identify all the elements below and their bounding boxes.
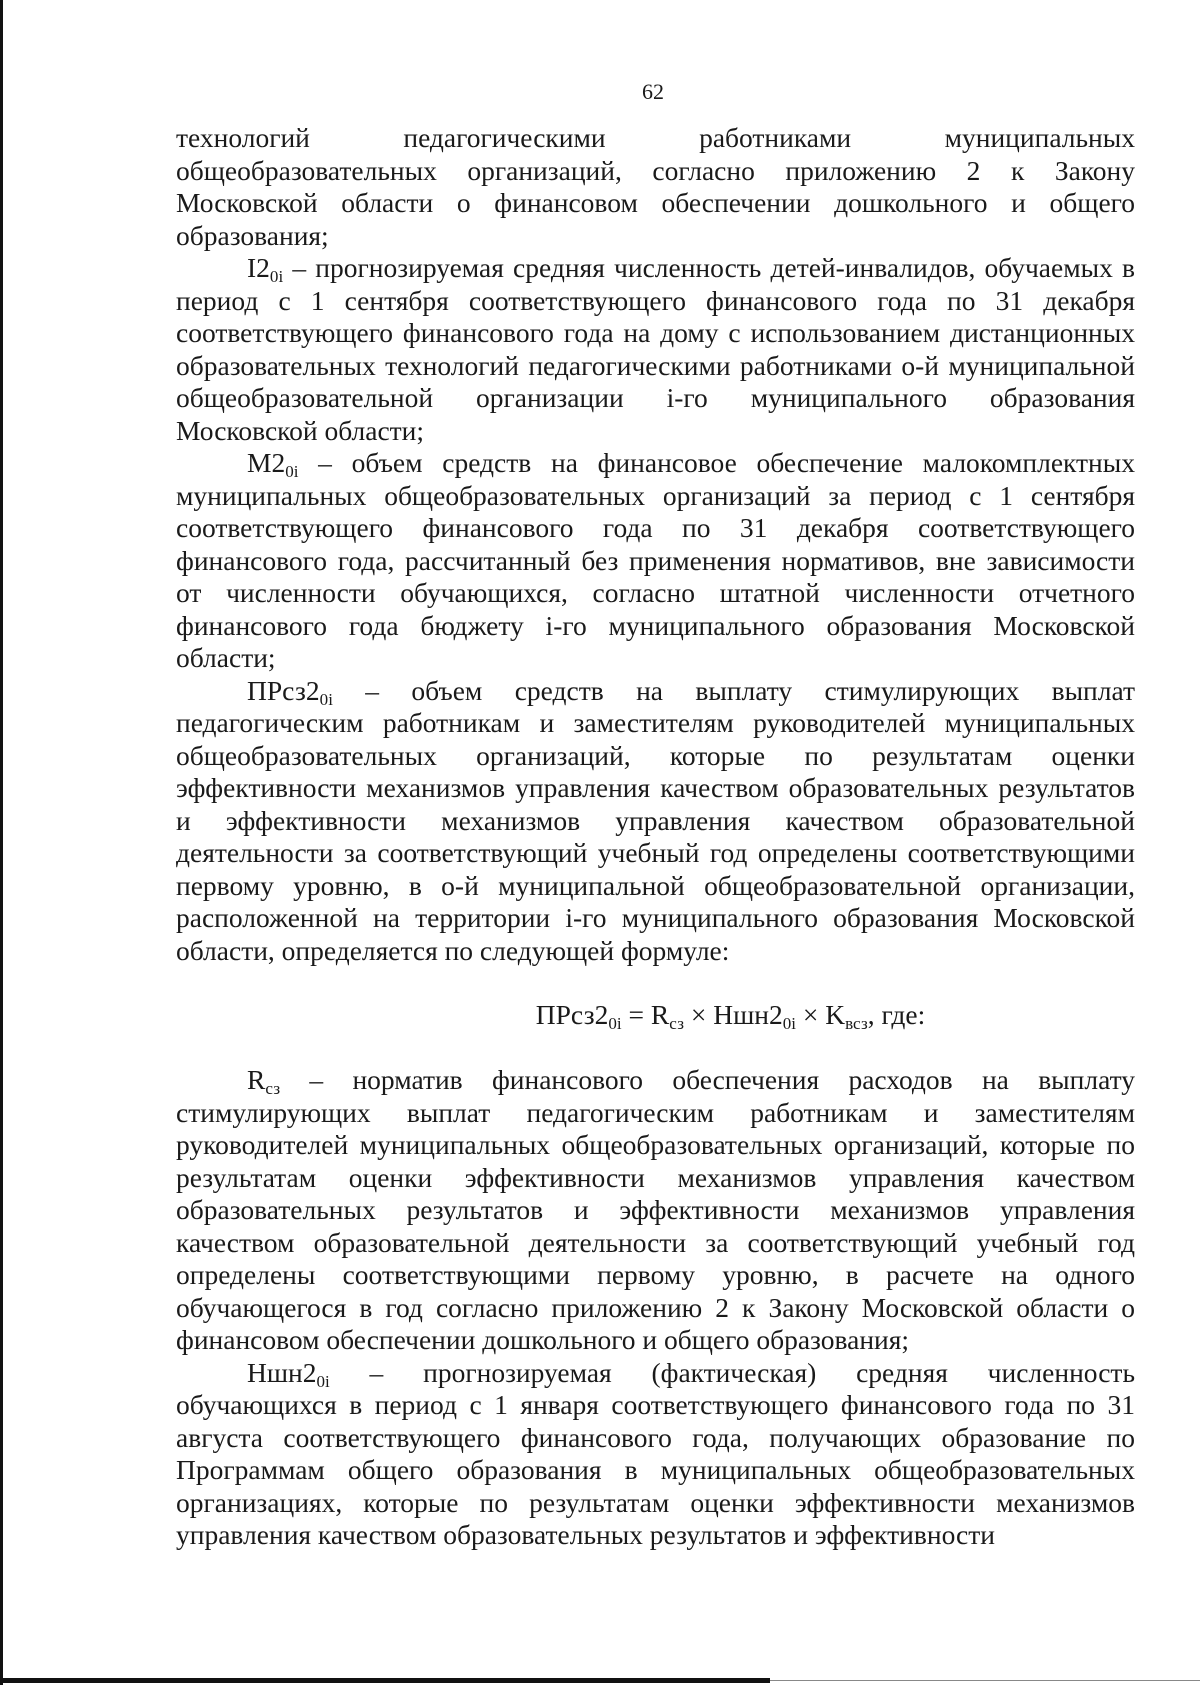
text-run: – прогнозируемая средняя численность детей-инвалидов, обучаемых в период с 1 сентября соответствующего финансового года по 31 декабря соответствующего финансового года на дому с использованием дистанционных образовательных технологий педагогическими работниками о-й муниципальной общеобразовательной организации i-го муниципального образования Московской области; [176, 252, 1135, 446]
text-run: ПРсз2 [247, 674, 320, 706]
text-run: технологий педагогическими работниками муниципальных общеобразовательных организаций, согласно приложению 2 к Закону Московской области о финансовом обеспечении дошкольного и общего образования; [176, 122, 1135, 251]
scan-left-edge [0, 0, 3, 1685]
subscript-index: 0i [316, 1371, 330, 1391]
paragraph [176, 122, 1135, 252]
text-run: × Ншн2 [683, 999, 783, 1030]
subscript-index: 0i [319, 689, 333, 709]
paragraph [176, 447, 1135, 675]
text-run: ПРсз2 [535, 999, 609, 1030]
subscript-index: 0i [782, 1014, 796, 1034]
text-run: Ншн2 [247, 1356, 317, 1388]
text-run: , где: [867, 999, 926, 1030]
paragraph [176, 1064, 1135, 1357]
text-run: – норматив финансового обеспечения расходов на выплату стимулирующих выплат педагогическим работникам и заместителям руководителей муниципальных общеобразовательных организаций, которые по результатам оценки эффективности механизмов управления качеством образовательных результатов и эффективности механизмов управления качеством образовательной деятельности за соответствующий учебный год определены соответствующими первому уровню, в расчете на одного обучающегося в год согласно приложению 2 к Закону Московской области о финансовом обеспечении дошкольного и общего образования; [176, 1064, 1135, 1355]
subscript-index: 0i [285, 462, 299, 482]
text-run: = R [621, 999, 670, 1030]
paragraph [176, 252, 1135, 447]
paragraph [176, 1357, 1135, 1552]
subscript-index: сз [669, 1014, 684, 1034]
subscript-index: 0i [608, 1014, 622, 1034]
text-run: – прогнозируемая (фактическая) средняя численность обучающихся в период с 1 января соответствующего финансового года по 31 августа соответствующего финансового года, получающих образование по Программам общего образования в муниципальных общеобразовательных организациях, которые по результатам оценки эффективности механизмов управления качеством образовательных результатов и эффективности [176, 1356, 1135, 1550]
page-number: 62 [642, 79, 664, 104]
scan-bottom-edge [0, 1678, 770, 1683]
text-run: – объем средств на финансовое обеспечение малокомплектных муниципальных общеобразовательных организаций за период с 1 сентября соответствующего финансового года по 31 декабря соответствующего финансового года, рассчитанный без применения нормативов, вне зависимости от численности обучающихся, согласно штатной численности отчетного финансового года бюджету i-го муниципального образования Московской области; [176, 447, 1135, 673]
text-run: – объем средств на выплату стимулирующих выплат педагогическим работникам и заместителям руководителей муниципальных общеобразовательных организаций, которые по результатам оценки эффективности механизмов управления качеством образовательных результатов и эффективности механизмов управления качеством образовательной деятельности за соответствующий учебный год определены соответствующими первому уровню, в о-й муниципальной общеобразовательной организации, расположенной на территории i-го муниципального образования Московской области, определяется по следующей формуле: [176, 674, 1135, 966]
formula [176, 999, 1135, 1034]
text-run: I2 [247, 252, 270, 283]
subscript-index: всз [845, 1014, 868, 1034]
document-body [176, 122, 1135, 1552]
text-run: М2 [247, 447, 286, 478]
text-run: R [247, 1064, 266, 1095]
scan-bottom-edge-thin [770, 1680, 1200, 1681]
text-run: × K [795, 999, 846, 1030]
subscript-index: сз [265, 1079, 281, 1099]
paragraph [176, 675, 1135, 968]
subscript-index: 0i [269, 267, 284, 287]
